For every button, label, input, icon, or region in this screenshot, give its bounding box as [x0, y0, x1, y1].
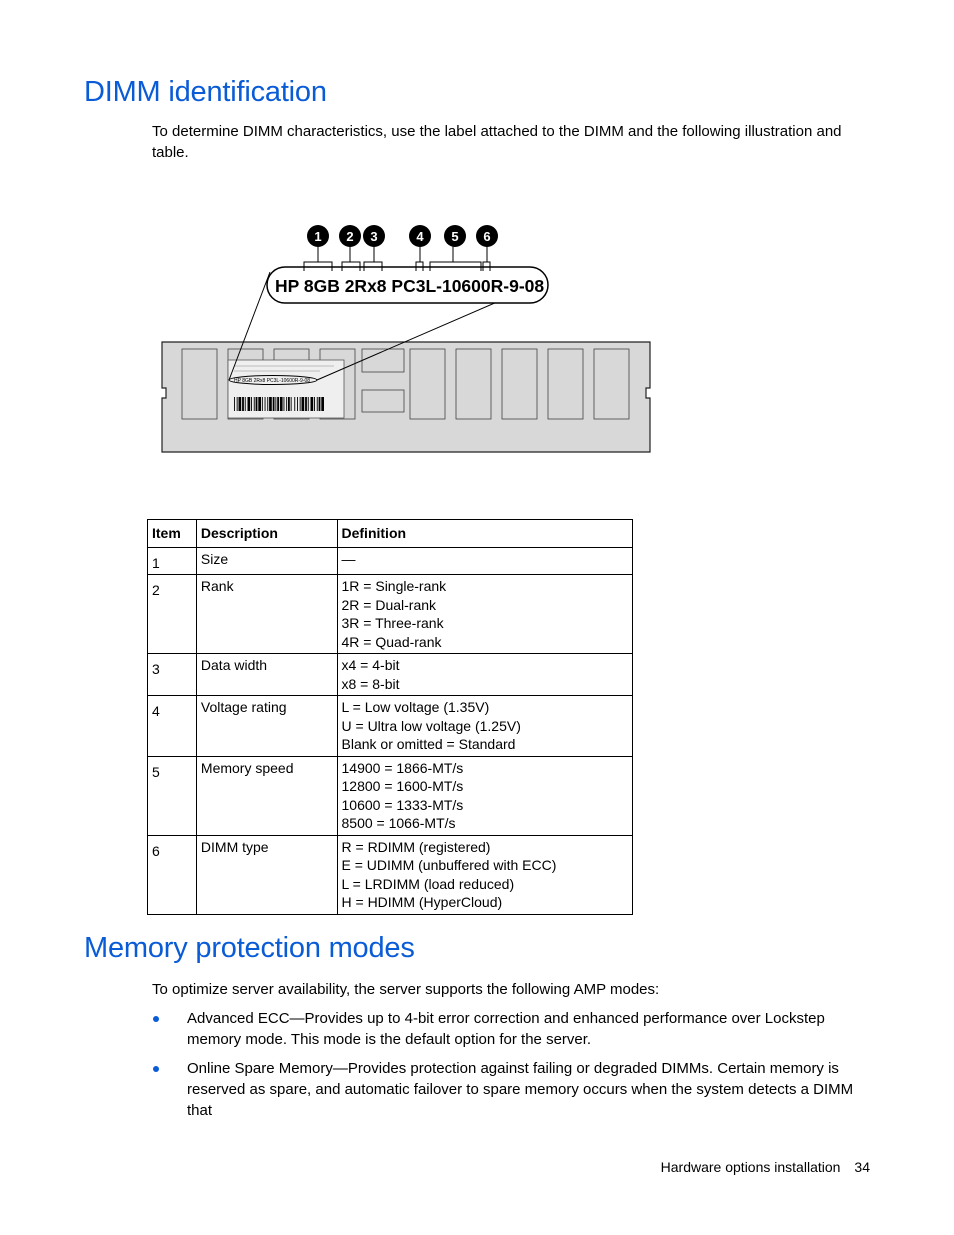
definition-line: 4R = Quad-rank — [341, 633, 442, 650]
svg-text:6: 6 — [483, 229, 491, 244]
cell-item: 2 — [148, 575, 197, 654]
definition-line: — — [341, 550, 356, 567]
definition-line: H = HDIMM (HyperCloud) — [341, 894, 503, 910]
definition-line: 2R = Dual-rank — [341, 596, 437, 613]
dimm-label-figure — [160, 222, 656, 458]
definition-line: x4 = 4-bit — [341, 657, 400, 673]
sticker-label-text: HP 8GB 2Rx8 PC3L-10600R-9-08 — [234, 378, 311, 384]
dimm-intro-paragraph: To determine DIMM characteristics, use the label attached to the DIMM and the following illustration and table. — [152, 123, 842, 161]
header-definition: Definition — [337, 520, 633, 548]
list-item: Advanced ECC—Provides up to 4-bit error correction and enhanced performance over Lockstep memory mode. This mode is the default option for the server. — [152, 1008, 872, 1050]
callout-3-icon — [363, 225, 385, 247]
definition-line: E = UDIMM (unbuffered with ECC) — [341, 857, 557, 873]
cell-item: 3 — [148, 654, 197, 696]
table-row — [148, 575, 633, 654]
footer-section-name: Hardware options installation — [660, 1159, 841, 1175]
callout-4-icon — [409, 225, 431, 247]
cell-definition — [337, 654, 633, 696]
cell-item: 5 — [148, 756, 197, 835]
cell-definition — [337, 696, 633, 757]
section-title-dimm-identification: DIMM identification — [84, 76, 327, 108]
bullet-icon — [153, 1016, 159, 1022]
cell-description: Rank — [196, 575, 337, 654]
amp-modes-list — [152, 1008, 872, 1129]
svg-text:1: 1 — [314, 229, 322, 244]
header-item: Item — [148, 520, 197, 548]
cell-description: Size — [196, 547, 337, 575]
cell-item: 4 — [148, 696, 197, 757]
callout-2-icon — [339, 225, 361, 247]
dimm-spec-table — [147, 519, 633, 915]
table-row — [148, 547, 633, 575]
cell-description: DIMM type — [196, 835, 337, 914]
callout-5-icon — [444, 225, 466, 247]
cell-item: 1 — [148, 547, 197, 575]
definition-line: 1R = Single-rank — [341, 578, 447, 594]
callout-6-icon — [476, 225, 498, 247]
definition-line: 12800 = 1600-MT/s — [341, 778, 464, 794]
definition-line: Blank or omitted = Standard — [341, 736, 516, 752]
memory-intro-paragraph: To optimize server availability, the server supports the following AMP modes: — [152, 981, 660, 998]
cell-definition — [337, 547, 633, 575]
table-row — [148, 835, 633, 914]
table-row — [148, 756, 633, 835]
bullet-icon — [153, 1066, 159, 1072]
table-row — [148, 654, 633, 696]
header-description: Description — [196, 520, 337, 548]
svg-text:5: 5 — [451, 229, 459, 244]
list-item: Online Spare Memory—Provides protection against failing or degraded DIMMs. Certain memory is reserved as spare, and automatic failover to spare memory occurs when the system detects a DIMM that — [152, 1058, 872, 1121]
cell-definition — [337, 575, 633, 654]
svg-text:4: 4 — [416, 229, 424, 244]
page-footer — [661, 1159, 870, 1175]
cell-description: Voltage rating — [196, 696, 337, 757]
svg-text:2: 2 — [346, 229, 354, 244]
definition-line: L = LRDIMM (load reduced) — [341, 875, 515, 892]
cell-definition — [337, 756, 633, 835]
barcode — [234, 397, 324, 411]
cell-description: Data width — [196, 654, 337, 696]
label-text: HP 8GB 2Rx8 PC3L-10600R-9-08 — [275, 276, 545, 296]
definition-line: 10600 = 1333-MT/s — [341, 796, 464, 813]
svg-text:3: 3 — [370, 229, 378, 244]
definition-line: L = Low voltage (1.35V) — [341, 699, 490, 715]
cell-item: 6 — [148, 835, 197, 914]
callout-1-icon — [307, 225, 329, 247]
definition-line: 3R = Three-rank — [341, 615, 444, 631]
dimm-module — [162, 342, 650, 452]
definition-line: U = Ultra low voltage (1.25V) — [341, 717, 521, 734]
definition-line: 8500 = 1066-MT/s — [341, 815, 456, 831]
table-row — [148, 696, 633, 757]
section-title-memory-protection: Memory protection modes — [84, 932, 415, 964]
table-header-row — [148, 520, 633, 548]
cell-definition — [337, 835, 633, 914]
cell-description: Memory speed — [196, 756, 337, 835]
definition-line: x8 = 8-bit — [341, 675, 400, 692]
definition-line: 14900 = 1866-MT/s — [341, 759, 464, 776]
page-number: 34 — [854, 1159, 870, 1175]
definition-line: R = RDIMM (registered) — [341, 838, 491, 855]
